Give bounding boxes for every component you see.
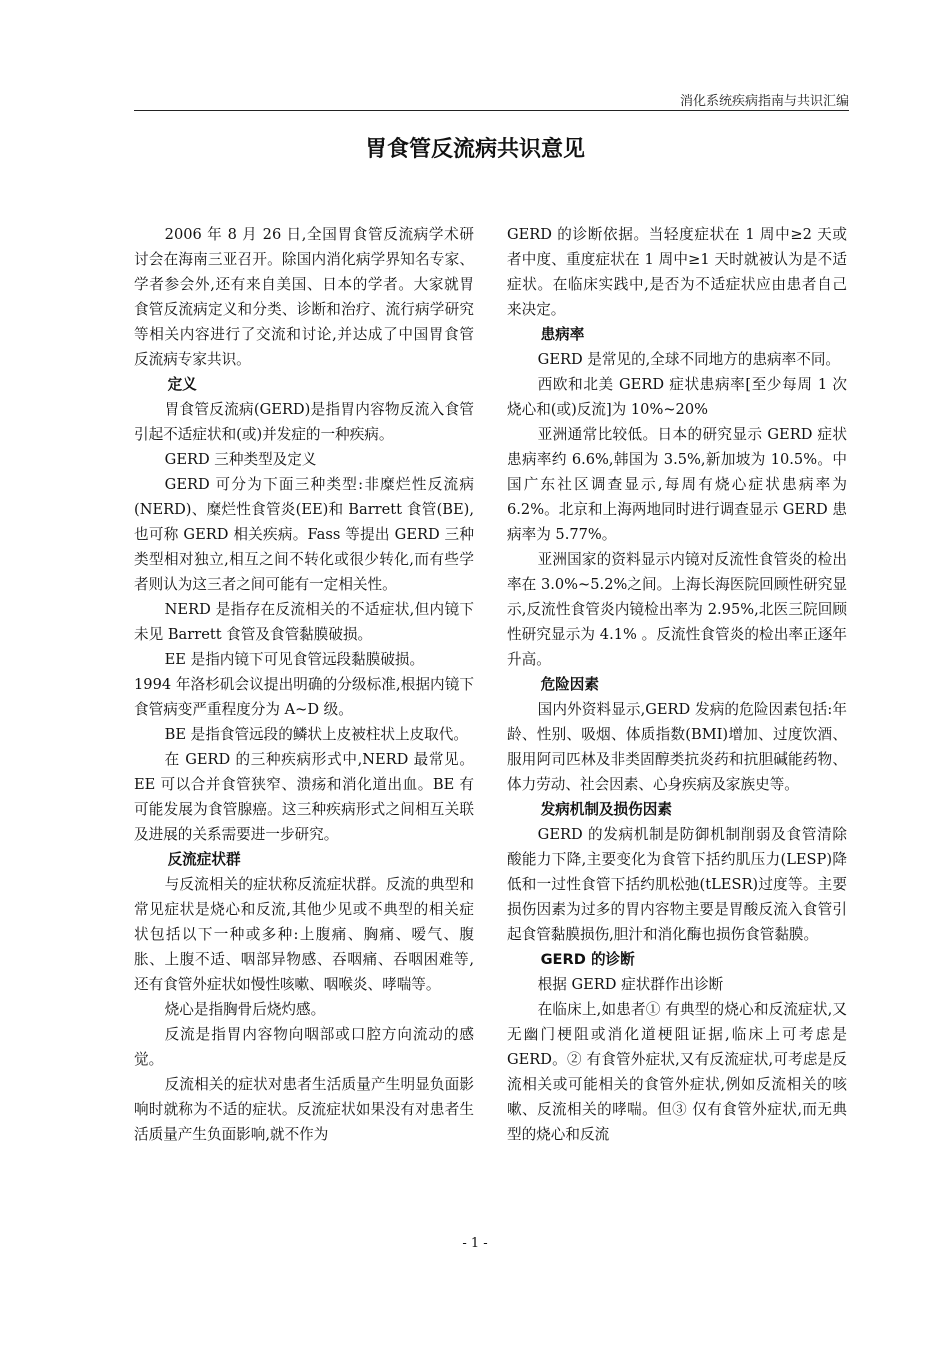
paragraph: 1994 年洛杉矶会议提出明确的分级标准,根据内镜下食管病变严重程度分为 A~D 级。	[134, 676, 474, 718]
paragraph: 与反流相关的症状称反流症状群。反流的典型和常见症状是烧心和反流,其他少见或不典型的相关症状包括以下一种或多种:上腹痛、胸痛、嗳气、腹胀、上腹不适、咽部异物感、吞咽痛、吞咽困难等,还有食管外症状如慢性咳嗽、咽喉炎、哮喘等。	[134, 876, 474, 993]
paragraph: 在 GERD 的三种疾病形式中,NERD 最常见。EE 可以合并食管狭窄、溃疡和消化道出血。BE 有可能发展为食管腺癌。这三种疾病形式之间相互关联及进展的关系需要进一步研究。	[134, 751, 474, 843]
running-header: 消化系统疾病指南与共识汇编	[679, 94, 849, 109]
paragraph: GERD 可分为下面三种类型:非糜烂性反流病(NERD)、糜烂性食管炎(EE)和 Barrett 食管(BE),也可称 GERD 相关疾病。Fass 等提出 GERD 三种类型相对独立,相互之间不转化或很少转化,而有些学者则认为这三者之间可能有一定相关性。	[134, 476, 474, 593]
section-heading-definition: 定义	[167, 376, 197, 393]
paragraph: 反流相关的症状对患者生活质量产生明显负面影响时就称为不适的症状。反流症状如果没有对患者生活质量产生负面影响,就不作为	[134, 1076, 474, 1143]
paragraph: 国内外资料显示,GERD 发病的危险因素包括:年龄、性别、吸烟、体质指数(BMI)增加、过度饮酒、服用阿司匹林及非类固醇类抗炎药和抗胆碱能药物、体力劳动、社会因素、心身疾病及家族史等。	[507, 701, 847, 793]
paragraph: 亚洲国家的资料显示内镜对反流性食管炎的检出率在 3.0%~5.2%之间。上海长海医院回顾性研究显示,反流性食管炎内镜检出率为 2.95%,北医三院回顾性研究显示为 4.1% 。反流性食管炎的检出率正逐年升高。	[507, 551, 847, 668]
header-rule	[134, 110, 849, 111]
paragraph: GERD 是常见的,全球不同地方的患病率不同。	[537, 351, 841, 368]
section-heading-prevalence: 患病率	[540, 326, 585, 343]
paragraph: BE 是指食管远段的鳞状上皮被柱状上皮取代。	[164, 726, 468, 743]
paragraph: GERD 的诊断依据。当轻度症状在 1 周中≥2 天或者中度、重度症状在 1 周中≥1 天时就被认为是不适症状。在临床实践中,是否为不适症状应由患者自己来决定。	[507, 226, 847, 318]
paragraph: 亚洲通常比较低。日本的研究显示 GERD 症状患病率约 6.6%,韩国为 3.5%,新加坡为 10.5%。中国广东社区调查显示,每周有烧心症状患病率为 6.2%。北京和上海两地同时进行调查显示 GERD 患病率为 5.77%。	[507, 426, 847, 543]
paragraph: GERD 的发病机制是防御机制削弱及食管清除酸能力下降,主要变化为食管下括约肌压力(LESP)降低和一过性食管下括约肌松弛(tLESR)过度等。主要损伤因素为过多的胃内容物主要是胃酸反流入食管引起食管黏膜损伤,胆汁和消化酶也损伤食管黏膜。	[507, 826, 847, 943]
paragraph: 在临床上,如患者① 有典型的烧心和反流症状,又无幽门梗阻或消化道梗阻证据,临床上可考虑是 GERD。② 有食管外症状,又有反流症状,可考虑是反流相关或可能相关的食管外症状,例如反流相关的咳嗽、反流相关的哮喘。但③ 仅有食管外症状,而无典型的烧心和反流	[507, 1001, 847, 1143]
paragraph: 西欧和北美 GERD 症状患病率[至少每周 1 次烧心和(或)反流]为 10%~20%	[507, 376, 847, 418]
page-number: - 1 -	[462, 1236, 488, 1251]
paragraph: 反流是指胃内容物向咽部或口腔方向流动的感觉。	[134, 1026, 474, 1068]
paragraph: 根据 GERD 症状群作出诊断	[537, 976, 724, 993]
page-title: 胃食管反流病共识意见	[364, 137, 585, 162]
paragraph: EE 是指内镜下可见食管远段黏膜破损。	[164, 651, 425, 668]
paragraph: 胃食管反流病(GERD)是指胃内容物反流入食管引起不适症状和(或)并发症的一种疾病。	[134, 401, 474, 443]
section-heading-risk: 危险因素	[540, 676, 599, 693]
right-column	[507, 222, 847, 1147]
section-heading-mechanism: 发病机制及损伤因素	[540, 801, 672, 818]
section-heading-diagnosis: GERD 的诊断	[540, 951, 635, 968]
paragraph: 烧心是指胸骨后烧灼感。	[164, 1001, 326, 1018]
left-column	[134, 222, 474, 1147]
paragraph: NERD 是指存在反流相关的不适症状,但内镜下未见 Barrett 食管及食管黏膜破损。	[134, 601, 474, 643]
paragraph: GERD 三种类型及定义	[164, 451, 317, 468]
section-heading-reflux: 反流症状群	[167, 851, 241, 868]
paragraph: 2006 年 8 月 26 日,全国胃食管反流病学术研讨会在海南三亚召开。除国内消化病学界知名专家、学者参会外,还有来自美国、日本的学者。大家就胃食管反流病定义和分类、诊断和治疗、流行病学研究等相关内容进行了交流和讨论,并达成了中国胃食管反流病专家共识。	[134, 226, 474, 368]
